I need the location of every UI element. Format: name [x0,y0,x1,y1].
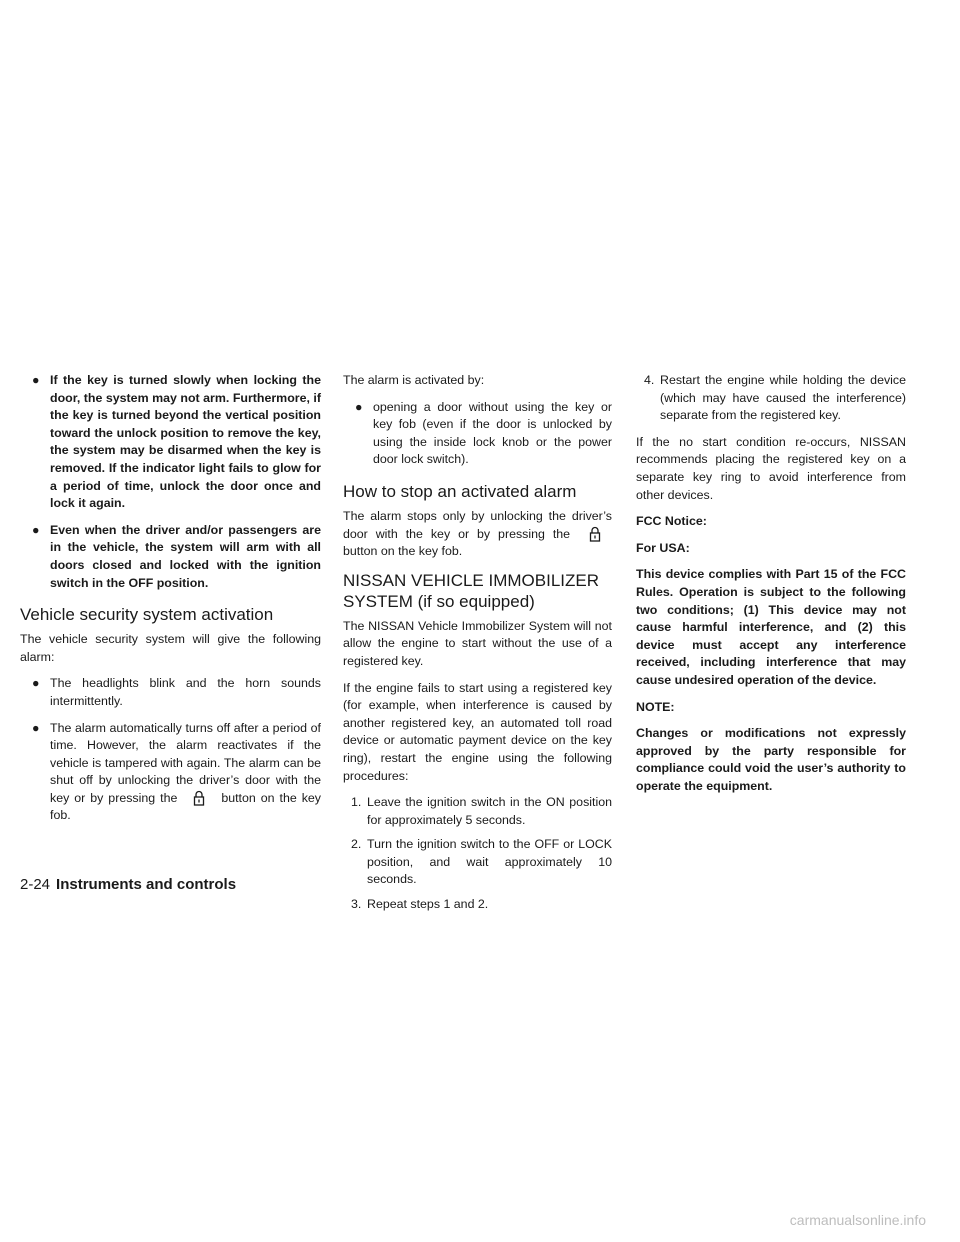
list-item: 3. Repeat steps 1 and 2. [351,897,489,912]
paragraph: If the engine fails to start using a registered key (for example, when interference is caused by another registered key, an automated toll road device or automatic payment device on the key ring), restart the engine using the following procedures: [343,680,612,783]
column-2 [343,372,612,923]
list-item: ● The headlights blink and the horn sounds intermittently. [32,676,321,708]
bullet-icon: ● [32,522,40,537]
paragraph: If the no start condition re-occurs, NISSAN recommends placing the registered key on a separate key ring to avoid interference from other devices. [636,434,906,502]
list-item: 2. Turn the ignition switch to the OFF or LOCK position, and wait approximately 10 seconds. [351,837,612,887]
column-1 [20,372,321,834]
step-list [351,794,612,914]
list-item: ● If the key is turned slowly when locking the door, the system may not arm. Furthermore, if the key is turned beyond the vertical position toward the unlock position to remove the key, the system may be disarmed when the key is removed. If the indicator light fails to glow for a period of time, unlock the door once and lock it again. [32,373,321,511]
bullet-icon: ● [32,676,40,691]
section-heading: How to stop an activated alarm [343,481,577,501]
column-3 [636,372,906,804]
list-item: ● Even when the driver and/or passengers are in the vehicle, the system will arm with all doors closed and locked with the ignition switch in the OFF position. [32,522,321,590]
paragraph: The alarm stops only by unlocking the driver’s door with the key or by pressing the button on the key fob. [343,508,612,559]
bullet-icon: ● [355,399,363,414]
list-item: ● opening a door without using the key or key fob (even if the door is unlocked by using the inside lock knob or the power door lock switch). [355,399,612,467]
subheading: NOTE: [636,699,675,714]
step-list [644,372,906,425]
watermark: carmanualsonline.info [789,1212,926,1228]
list-item: 4. Restart the engine while holding the device (which may have caused the interference) separate from the registered key. [644,373,906,423]
list-item: 1. Leave the ignition switch in the ON position for approximately 5 seconds. [351,795,612,827]
lock-icon [578,526,612,542]
section-heading: NISSAN VEHICLE IMMOBILIZER SYSTEM (if so equipped) [343,570,599,611]
subheading: For USA: [636,540,690,555]
section-title: Instruments and controls [56,876,237,893]
paragraph: The NISSAN Vehicle Immobilizer System will not allow the engine to start without the use of a registered key. [343,618,612,668]
bullet-icon: ● [32,720,40,735]
paragraph: The alarm is activated by: [343,373,485,387]
paragraph: Changes or modifications not expressly approved by the party responsible for compliance could void the user’s authority to operate the equipment. [636,726,906,793]
paragraph: This device complies with Part 15 of the FCC Rules. Operation is subject to the following two conditions; (1) This device may not cause harmful interference, and (2) this device must accept any interference received, including interference that may cause undesired operation of the device. [636,567,906,687]
lock-icon [182,790,216,806]
page-footer [20,876,236,893]
page-number: 2-24 [20,876,51,893]
paragraph: The vehicle security system will give the following alarm: [20,632,321,664]
section-heading: Vehicle security system activation [20,605,274,625]
list-item: ● The alarm automatically turns off after a period of time. However, the alarm reactivates if the vehicle is tampered with again. The alarm can be shut off by unlocking the driver’s door with the key or by pressing the button on the key fob. [32,720,321,823]
bullet-icon: ● [32,373,40,387]
subheading: FCC Notice: [636,514,707,529]
